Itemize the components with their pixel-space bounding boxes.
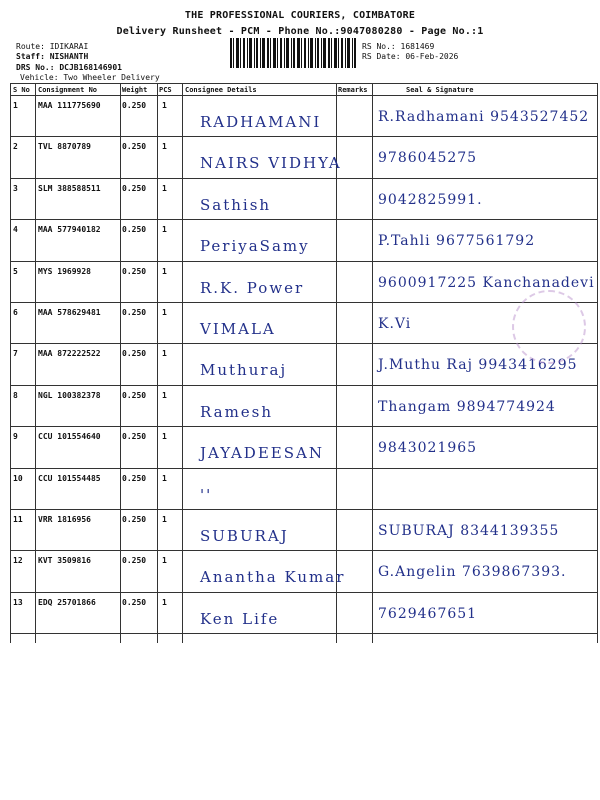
table-row [10,343,597,384]
row-consignment: MYS 1969928 [38,266,91,276]
table-row [10,95,597,136]
row-consignee-name: RADHAMANI [200,113,322,131]
row-consignee-name: Anantha Kumar [200,568,346,587]
row-weight: 0.250 [122,183,147,193]
table-row [10,136,597,177]
row-pcs: 1 [162,101,167,110]
row-pcs: 1 [162,597,167,607]
row-signature: J.Muthu Raj 9943416295 [378,357,578,374]
row-pcs: 1 [162,142,167,152]
header-seal: Seal & Signature [406,86,474,94]
table-row [10,261,597,302]
row-pcs: 1 [162,473,167,483]
row-consignee-name: JAYADEESAN [200,444,324,463]
drs-label: DRS No.: [16,63,55,72]
row-consignment: NGL 100382378 [38,390,101,400]
table-row [10,509,597,550]
row-signature: 9786045275 [378,150,478,167]
row-pcs: 1 [162,266,167,276]
row-consignment: TVL 8870789 [38,142,91,152]
table-row [10,302,597,343]
row-consignee-name: NAIRS VIDHYA [200,154,342,173]
header-consignee: Consignee Details [185,86,257,94]
row-signature: K.Vi [378,316,412,332]
row-signature: 9600917225 Kanchanadevi [378,274,595,291]
row-consignment: MAA 111775690 [38,101,101,110]
row-pcs: 1 [162,308,167,317]
vehicle-label: Vehicle: [20,73,59,82]
table-row [10,178,597,219]
row-sno: 6 [13,308,18,317]
row-sno: 13 [13,597,23,607]
row-consignee-name: Muthuraj [200,361,288,380]
table-row [10,550,597,591]
row-pcs: 1 [162,183,167,193]
row-consignee-name: Sathish [200,195,272,214]
runsheet-table [10,83,598,643]
rs-no-label: RS No.: [362,42,396,51]
rs-date-info [362,52,458,62]
route-value: IDIKARAI [49,42,89,51]
row-signature: SUBURAJ 8344139355 [378,523,560,539]
drs-info [16,63,122,73]
row-signature: Thangam 9894774924 [378,398,556,415]
row-consignment: EDQ 25701866 [38,597,96,607]
row-signature: P.Tahli 9677561792 [378,233,536,250]
row-weight: 0.250 [122,225,147,235]
drs-value: DCJB168146901 [59,63,122,72]
row-signature: R.Radhamani 9543527452 [378,109,590,125]
rs-date-value: 06-Feb-2026 [405,52,459,61]
header-pcs: PCS [159,86,172,94]
row-consignment: MAA 577940182 [38,225,101,235]
row-consignment: MAA 578629481 [38,308,101,317]
row-consignee-name: PeriyaSamy [200,237,310,256]
row-sno: 8 [13,390,18,400]
staff-info [16,52,88,62]
row-consignee-name: VIMALA [200,320,276,338]
row-weight: 0.250 [122,266,147,276]
row-signature: 7629467651 [378,605,478,622]
route-label: Route: [16,42,45,51]
row-weight: 0.250 [122,390,147,400]
row-pcs: 1 [162,432,167,442]
row-weight: 0.250 [122,432,147,442]
header-remarks: Remarks [338,86,368,94]
row-consignee-name: R.K. Power [200,278,305,297]
row-consignee-name: Ken Life [200,609,280,628]
row-consignment: SLM 388588511 [38,183,101,193]
row-sno: 12 [13,556,23,566]
row-consignment: CCU 101554640 [38,432,101,442]
vehicle-value: Two Wheeler Delivery [63,73,160,82]
table-row [10,385,597,426]
row-consignment: VRR 1816956 [38,515,91,524]
row-weight: 0.250 [122,142,147,152]
staff-value: NISHANTH [49,52,89,61]
row-consignment: MAA 872222522 [38,349,101,359]
rs-no-info [362,42,434,52]
row-weight: 0.250 [122,101,147,110]
header-weight: Weight [122,86,148,94]
row-consignee-name: SUBURAJ [200,527,289,545]
stamp-seal [512,290,586,364]
row-consignee-name: Ramesh [200,402,274,421]
row-consignment: KVT 3509816 [38,556,91,566]
table-row [10,592,597,633]
header-sno: S No [13,86,30,94]
table-row [10,468,597,509]
row-pcs: 1 [162,349,167,359]
document-title: THE PROFESSIONAL COURIERS, COIMBATORE [184,10,416,21]
row-sno: 7 [13,349,18,359]
row-consignment: CCU 101554485 [38,473,101,483]
staff-label: Staff: [16,52,45,61]
row-sno: 11 [13,515,23,524]
row-sno: 4 [13,225,18,235]
row-sno: 9 [13,432,18,442]
row-weight: 0.250 [122,349,147,359]
row-weight: 0.250 [122,473,147,483]
route-info [16,42,88,52]
row-pcs: 1 [162,515,167,524]
row-weight: 0.250 [122,556,147,566]
row-weight: 0.250 [122,308,147,317]
document-subtitle: Delivery Runsheet - PCM - Phone No.:9047080280 - Page No.:1 [116,26,484,37]
row-consignee-name: '' [200,485,213,504]
row-signature: 9843021965 [378,440,478,457]
row-weight: 0.250 [122,515,147,524]
row-sno: 2 [13,142,18,152]
row-sno: 3 [13,183,18,193]
row-signature: 9042825991. [378,191,483,208]
row-pcs: 1 [162,556,167,566]
vehicle-info [20,73,160,83]
barcode-icon [230,38,356,68]
table-row [10,426,597,467]
rs-date-label: RS Date: [362,52,401,61]
row-weight: 0.250 [122,597,147,607]
table-row [10,219,597,260]
header-consignment: Consignment No [38,86,98,94]
rs-no-value: 1681469 [400,42,435,51]
row-signature: G.Angelin 7639867393. [378,564,567,581]
row-pcs: 1 [162,225,167,235]
row-sno: 1 [13,101,18,110]
row-pcs: 1 [162,390,167,400]
row-sno: 5 [13,266,18,276]
row-sno: 10 [13,473,23,483]
